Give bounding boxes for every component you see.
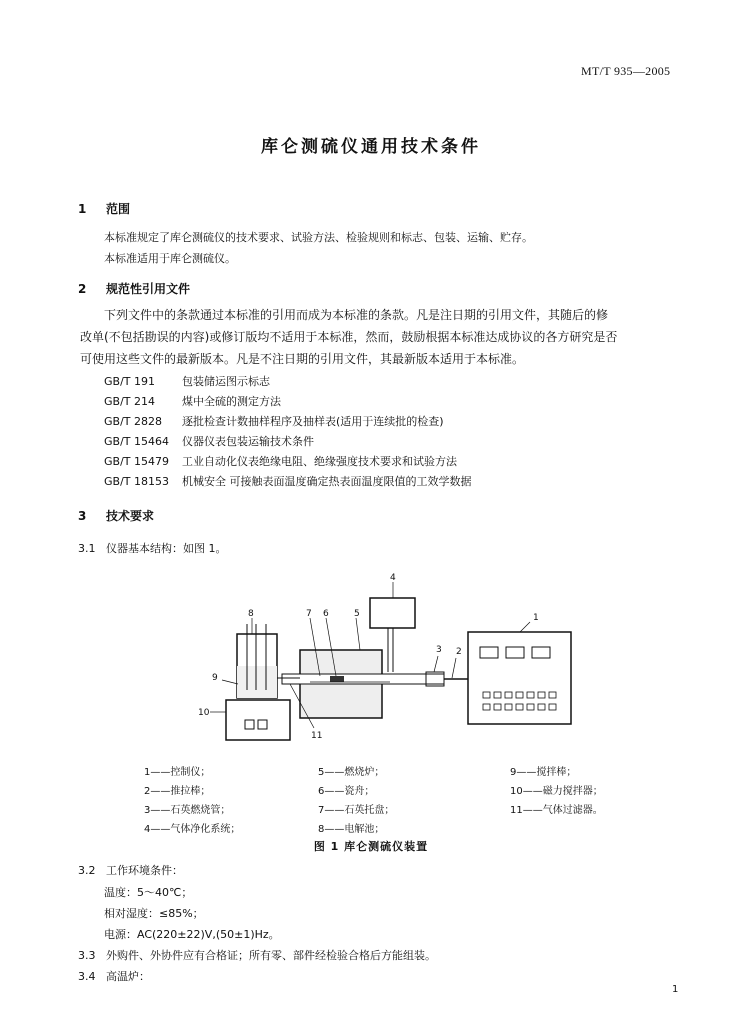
figure-caption: 图 1 库仑测硫仪装置 <box>313 840 429 853</box>
page-number: 1 <box>672 984 679 995</box>
legend-item: 11——气体过滤器。 <box>510 805 603 816</box>
clause-number: 3.4 <box>78 970 96 983</box>
paragraph-line: 可使用这些文件的最新版本。凡是不注日期的引用文件，其最新版本适用于本标准。 <box>80 352 525 366</box>
reference-code: GB/T 2828 <box>104 415 162 428</box>
callout-2: 2 <box>456 647 462 657</box>
reference-item <box>104 473 472 489</box>
section-2-heading <box>78 280 190 297</box>
condition-humidity: 相对湿度：≤85%； <box>104 907 204 920</box>
callout-1: 1 <box>533 613 539 623</box>
section-title: 技术要求 <box>106 509 155 523</box>
reference-item <box>104 393 281 409</box>
section-title: 范围 <box>106 202 131 216</box>
clause-3-4 <box>78 968 150 984</box>
condition-temperature: 温度：5～40℃； <box>104 886 193 899</box>
legend-item: 7——石英托盘； <box>318 805 395 816</box>
keypad <box>483 692 556 710</box>
clause-number: 3.1 <box>78 542 96 555</box>
figure-1-diagram <box>190 572 610 747</box>
reference-title: 工业自动化仪表绝缘电阻、绝缘强度技术要求和试验方法 <box>182 455 457 468</box>
stirrer-knob <box>258 720 267 729</box>
display-window <box>506 647 524 658</box>
reference-title: 包装储运图示标志 <box>182 375 270 388</box>
section-number: 1 <box>78 202 87 216</box>
legend-item: 9——搅拌棒； <box>510 767 577 778</box>
clause-3-1 <box>78 540 227 556</box>
reference-title: 逐批检查计数抽样程序及抽样表(适用于连续批的检查) <box>182 415 444 428</box>
reference-item <box>104 433 314 449</box>
display-window <box>480 647 498 658</box>
display-window <box>532 647 550 658</box>
callout-11: 11 <box>311 731 323 741</box>
clause-number: 3.3 <box>78 949 96 962</box>
legend-item: 10——磁力搅拌器； <box>510 786 603 797</box>
legend-item: 2——推拉棒； <box>144 786 211 797</box>
document-id: MT/T 935—2005 <box>581 64 671 78</box>
clause-3-3 <box>78 947 436 963</box>
legend-item: 6——瓷舟； <box>318 786 375 797</box>
callout-7: 7 <box>306 609 312 619</box>
legend-item: 8——电解池； <box>318 824 385 835</box>
section-number: 3 <box>78 509 87 523</box>
gas-purification-box <box>370 598 415 628</box>
paragraph: 本标准适用于库仑测硫仪。 <box>104 252 236 265</box>
callout-6: 6 <box>323 609 329 619</box>
porcelain-boat <box>330 676 344 682</box>
legend-item: 5——燃烧炉； <box>318 767 385 778</box>
callout-3: 3 <box>436 645 442 655</box>
section-number: 2 <box>78 282 87 296</box>
reference-code: GB/T 15479 <box>104 455 169 468</box>
reference-code: GB/T 15464 <box>104 435 169 448</box>
clause-number: 3.2 <box>78 864 96 877</box>
legend-item: 4——气体净化系统； <box>144 824 241 835</box>
stirrer-knob <box>245 720 254 729</box>
quartz-combustion-tube <box>282 674 444 684</box>
clause-text: 外购件、外协件应有合格证；所有零、部件经检验合格后方能组装。 <box>106 949 436 962</box>
section-3-heading <box>78 507 154 524</box>
callout-8: 8 <box>248 609 254 619</box>
reference-code: GB/T 214 <box>104 395 155 408</box>
paragraph-line: 改单(不包括勘误的内容)或修订版均不适用于本标准，然而，鼓励根据本标准达成协议的各方研究是否 <box>80 330 618 344</box>
reference-title: 机械安全 可接触表面温度确定热表面温度限值的工效学数据 <box>182 475 472 488</box>
clause-text: 高温炉： <box>106 970 150 983</box>
section-1-heading <box>78 200 130 217</box>
reference-code: GB/T 18153 <box>104 475 169 488</box>
callout-10: 10 <box>198 708 210 718</box>
reference-code: GB/T 191 <box>104 375 155 388</box>
callout-4: 4 <box>390 573 396 583</box>
electrolyte-liquid <box>237 666 277 698</box>
page-title: 库仑测硫仪通用技术条件 <box>261 137 481 157</box>
clause-3-2 <box>78 862 183 878</box>
section-title: 规范性引用文件 <box>106 282 191 296</box>
legend-item: 1——控制仪； <box>144 767 211 778</box>
clause-text: 仪器基本结构：如图 1。 <box>106 542 227 555</box>
legend-item: 3——石英燃烧管； <box>144 805 231 816</box>
paragraph: 本标准规定了库仑测硫仪的技术要求、试验方法、检验规则和标志、包装、运输、贮存。 <box>104 231 533 244</box>
callout-5: 5 <box>354 609 360 619</box>
reference-title: 煤中全硫的测定方法 <box>182 395 281 408</box>
condition-power: 电源：AC(220±22)V,(50±1)Hz。 <box>104 928 280 941</box>
reference-item <box>104 453 457 469</box>
callout-9: 9 <box>212 673 218 683</box>
clause-text: 工作环境条件： <box>106 864 183 877</box>
reference-item <box>104 373 270 389</box>
reference-item <box>104 413 444 429</box>
paragraph-line: 下列文件中的条款通过本标准的引用而成为本标准的条款。凡是注日期的引用文件，其随后的修 <box>104 308 609 322</box>
reference-title: 仪器仪表包装运输技术条件 <box>182 435 314 448</box>
